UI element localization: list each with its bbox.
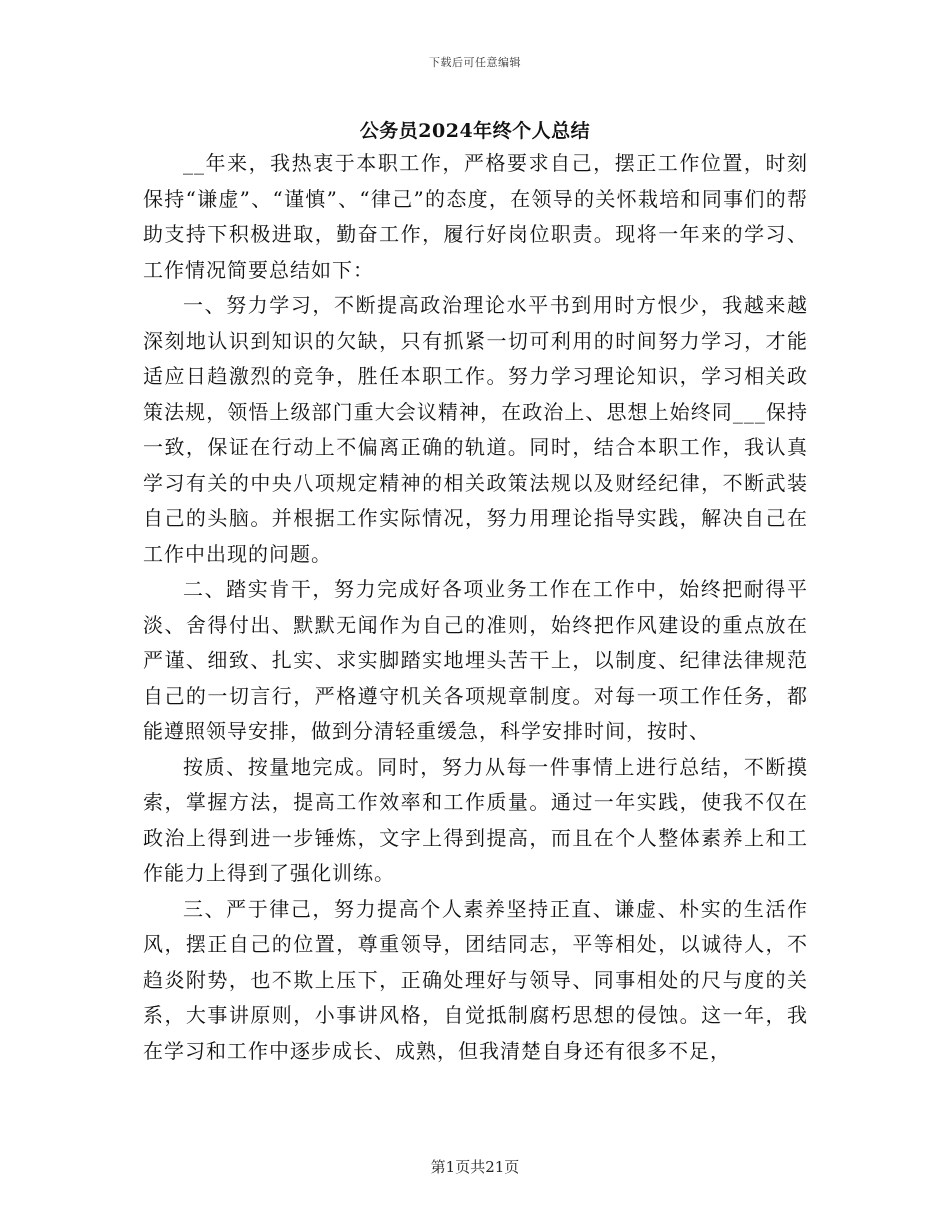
page-number: 第1页共21页 bbox=[430, 1158, 520, 1176]
paragraph-section-1: 一、努力学习，不断提高政治理论水平书到用时方恨少，我越来越深刻地认识到知识的欠缺，只有抓紧一切可利用的时间努力学习，才能适应日趋激烈的竞争，胜任本职工作。努力学习理论知识，学习相关政策法规，领悟上级部门重大会议精神，在政治上、思想上始终同___保持一致，保证在行动上不偏离正确的轨道。同时，结合本职工作，我认真学习有关的中央八项规定精神的相关政策法规以及财经纪律，不断武装自己的头脑。并根据工作实际情况，努力用理论指导实践，解决自己在工作中出现的问题。 bbox=[143, 293, 808, 566]
paragraph-section-2-continued: 按质、按量地完成。同时，努力从每一件事情上进行总结，不断摸索，掌握方法，提高工作效率和工作质量。通过一年实践，使我不仅在政治上得到进一步锤炼，文字上得到提高，而且在个人整体素养上和工作能力上得到了强化训练。 bbox=[143, 754, 808, 885]
paragraph-section-2: 二、踏实肯干，努力完成好各项业务工作在工作中，始终把耐得平淡、舍得付出、默默无闻作为自己的准则，始终把作风建设的重点放在严谨、细致、扎实、求实脚踏实地埋头苦干上，以制度、纪律法律规范自己的一切言行，严格遵守机关各项规章制度。对每一项工作任务，都能遵照领导安排，做到分清轻重缓急，科学安排时间，按时、 bbox=[143, 577, 808, 743]
header-note: 下载后可任意编辑 bbox=[429, 56, 521, 69]
document-title: 公务员2024年终个人总结 bbox=[359, 120, 591, 142]
paragraph-section-3: 三、严于律己，努力提高个人素养坚持正直、谦虚、朴实的生活作风，摆正自己的位置，尊重领导，团结同志，平等相处，以诚待人，不趋炎附势，也不欺上压下，正确处理好与领导、同事相处的尺与度的关系，大事讲原则，小事讲风格，自觉抵制腐朽思想的侵蚀。这一年，我在学习和工作中逐步成长、成熟，但我清楚自身还有很多不足， bbox=[143, 896, 808, 1063]
paragraph-intro: __年来，我热衷于本职工作，严格要求自己，摆正工作位置，时刻保持“谦虚”、“谨慎”、“律己”的态度，在领导的关怀栽培和同事们的帮助支持下积极进取，勤奋工作，履行好岗位职责。现将一年来的学习、工作情况简要总结如下： bbox=[143, 151, 808, 282]
document-body bbox=[143, 146, 808, 1069]
